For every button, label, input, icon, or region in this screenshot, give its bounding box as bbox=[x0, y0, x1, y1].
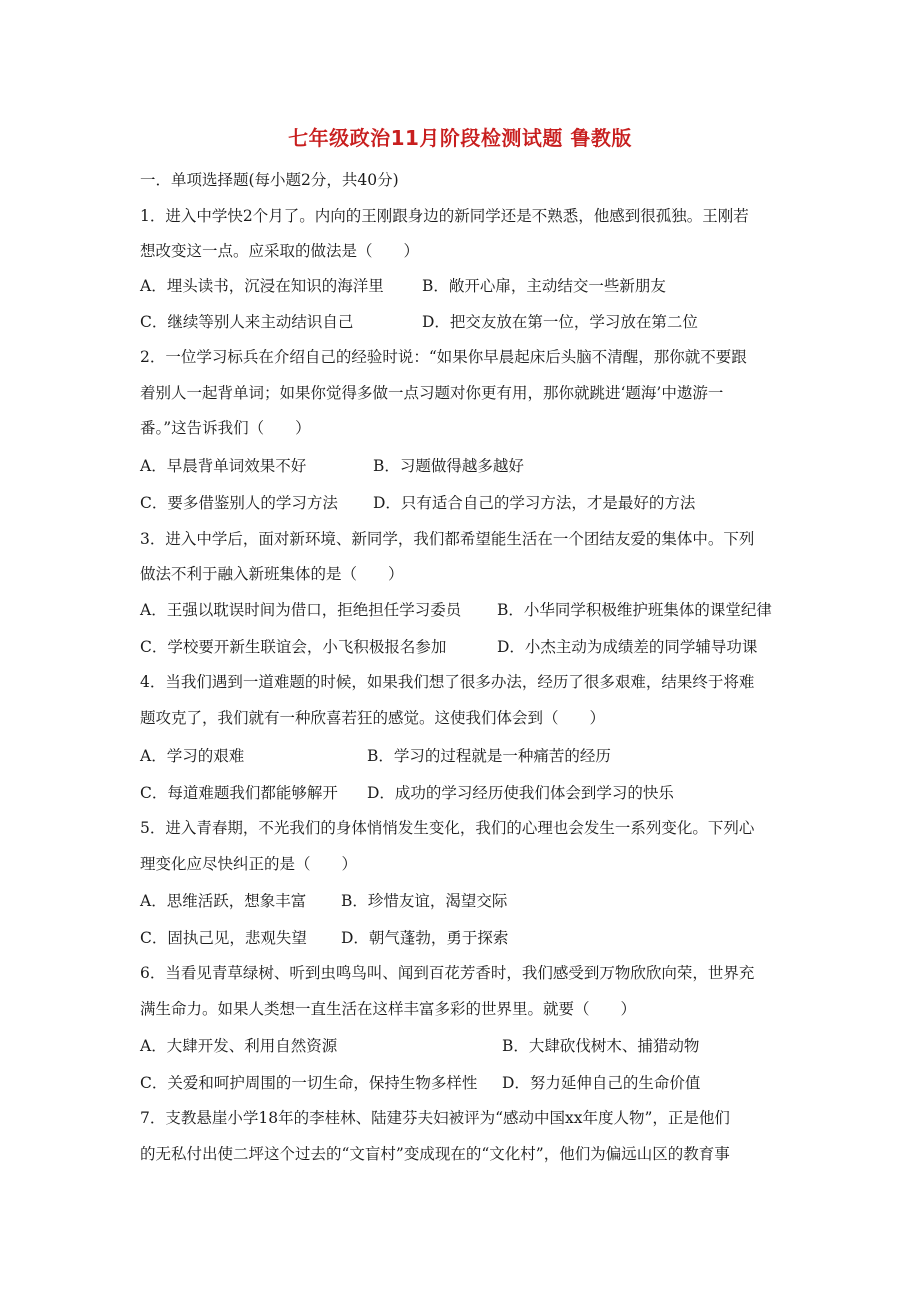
q1-option-d: D．把交友放在第一位，学习放在第二位 bbox=[422, 313, 698, 331]
q4-stem-line-1: 4．当我们遇到一道难题的时候，如果我们想了很多办法，经历了很多艰难，结果终于将难 bbox=[140, 673, 755, 691]
q3-option-b: B．小华同学积极维护班集体的课堂纪律 bbox=[497, 601, 772, 619]
q1-option-c: C．继续等别人来主动结识自己 bbox=[140, 313, 354, 331]
q4-stem-line-2: 题攻克了，我们就有一种欣喜若狂的感觉。这使我们体会到（ ） bbox=[140, 709, 606, 727]
q2-option-b: B．习题做得越多越好 bbox=[373, 457, 524, 475]
q6-option-c: C．关爱和呵护周围的一切生命，保持生物多样性 bbox=[140, 1074, 478, 1092]
q6-option-b: B．大肆砍伐树木、捕猎动物 bbox=[502, 1037, 700, 1055]
q2-stem-line-3: 番。”这告诉我们（ ） bbox=[140, 419, 311, 437]
q4-option-c: C．每道难题我们都能够解开 bbox=[140, 784, 338, 802]
q5-option-b: B．珍惜友谊，渴望交际 bbox=[341, 892, 508, 910]
q1-option-a: A．埋头读书，沉浸在知识的海洋里 bbox=[140, 277, 384, 295]
q2-option-d: D．只有适合自己的学习方法，才是最好的方法 bbox=[373, 494, 696, 512]
q7-stem-line-2: 的无私付出使二坪这个过去的“文盲村”变成现在的“文化村”，他们为偏远山区的教育事 bbox=[140, 1145, 730, 1163]
q3-stem-line-2: 做法不利于融入新班集体的是（ ） bbox=[140, 565, 404, 583]
q5-stem-line-1: 5．进入青春期，不光我们的身体悄悄发生变化，我们的心理也会发生一系列变化。下列心 bbox=[140, 819, 755, 837]
q4-option-a: A．学习的艰难 bbox=[140, 747, 245, 765]
q1-stem-line-2: 想改变这一点。应采取的做法是（ ） bbox=[140, 242, 420, 260]
q2-stem-line-1: 2．一位学习标兵在介绍自己的经验时说：“如果你早晨起床后头脑不清醒，那你就不要跟 bbox=[140, 348, 747, 366]
q3-stem-line-1: 3．进入中学后，面对新环境、新同学，我们都希望能生活在一个团结友爱的集体中。下列 bbox=[140, 530, 755, 548]
q6-option-a: A．大肆开发、利用自然资源 bbox=[140, 1037, 338, 1055]
q5-option-c: C．固执己见，悲观失望 bbox=[140, 929, 307, 947]
q6-option-d: D．努力延伸自己的生命价值 bbox=[502, 1074, 701, 1092]
q5-option-d: D．朝气蓬勃，勇于探索 bbox=[341, 929, 509, 947]
q5-option-a: A．思维活跃，想象丰富 bbox=[140, 892, 307, 910]
q7-stem-line-1: 7．支教悬崖小学18年的李桂林、陆建芬夫妇被评为“感动中国xx年度人物”，正是他们 bbox=[140, 1109, 730, 1127]
q6-stem-line-1: 6．当看见青草绿树、听到虫鸣鸟叫、闻到百花芳香时，我们感受到万物欣欣向荣，世界充 bbox=[140, 964, 755, 982]
q5-stem-line-2: 理变化应尽快纠正的是（ ） bbox=[140, 855, 358, 873]
q4-option-d: D．成功的学习经历使我们体会到学习的快乐 bbox=[367, 784, 674, 802]
q1-option-b: B．敞开心扉，主动结交一些新朋友 bbox=[422, 277, 666, 295]
section-heading: 一．单项选择题(每小题2分，共40分) bbox=[140, 171, 399, 189]
document-title: 七年级政治11月阶段检测试题 鲁教版 bbox=[288, 126, 632, 150]
q4-option-b: B．学习的过程就是一种痛苦的经历 bbox=[367, 747, 611, 765]
q2-option-c: C．要多借鉴别人的学习方法 bbox=[140, 494, 338, 512]
q2-option-a: A．早晨背单词效果不好 bbox=[140, 457, 307, 475]
q6-stem-line-2: 满生命力。如果人类想一直生活在这样丰富多彩的世界里。就要（ ） bbox=[140, 1000, 637, 1018]
q3-option-d: D．小杰主动为成绩差的同学辅导功课 bbox=[497, 638, 758, 656]
q3-option-c: C．学校要开新生联谊会，小飞积极报名参加 bbox=[140, 638, 447, 656]
q2-stem-line-2: 着别人一起背单词；如果你觉得多做一点习题对你更有用，那你就跳进‘题海’中遨游一 bbox=[140, 384, 724, 402]
q1-stem-line-1: 1．进入中学快2个月了。内向的王刚跟身边的新同学还是不熟悉，他感到很孤独。王刚若 bbox=[140, 207, 749, 225]
q3-option-a: A．王强以耽误时间为借口，拒绝担任学习委员 bbox=[140, 601, 462, 619]
